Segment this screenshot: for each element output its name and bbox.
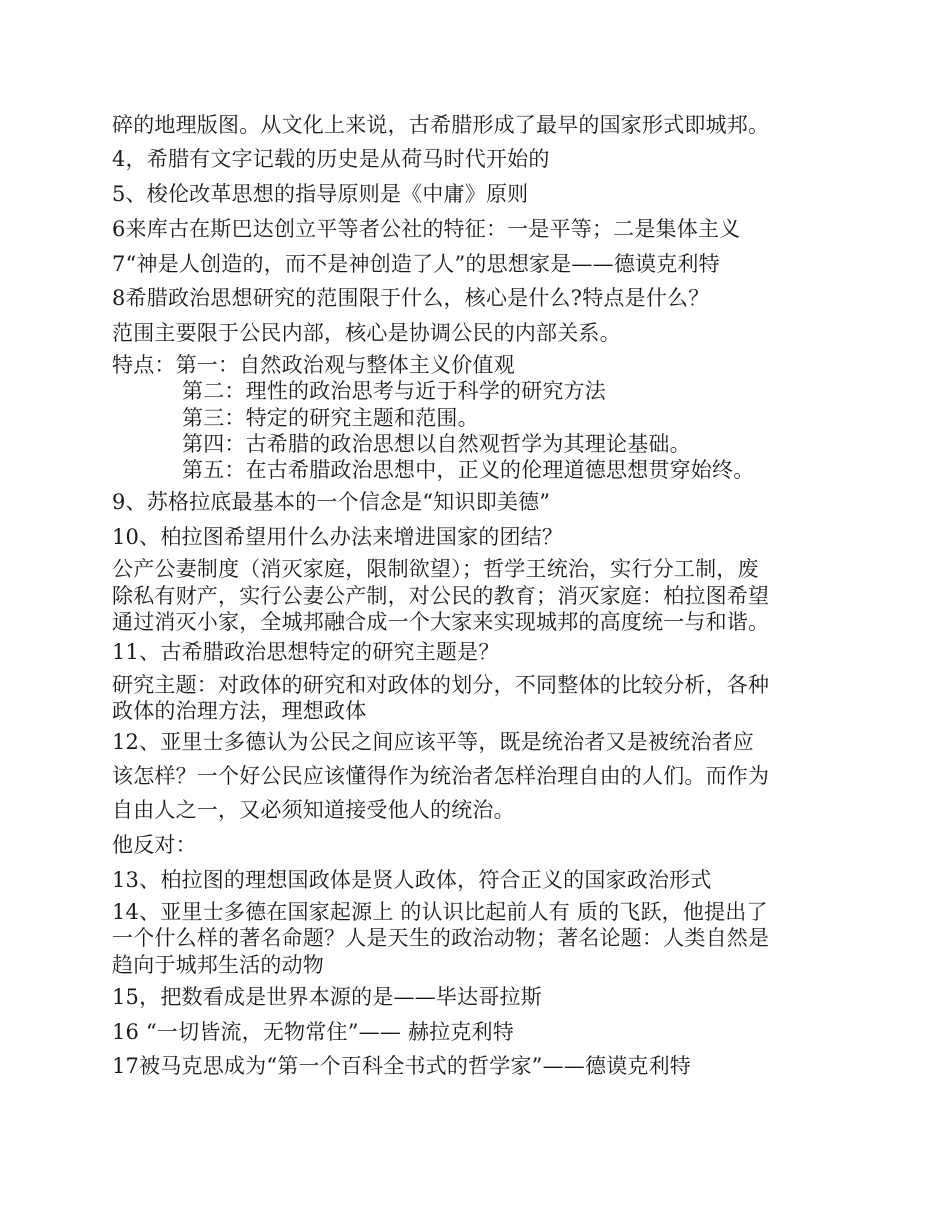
text-line: 11、古希腊政治思想特定的研究主题是？ <box>112 640 500 664</box>
text-line: 8希腊政治思想研究的范围限于什么，核心是什么?特点是什么？ <box>112 286 710 310</box>
text-line: 6来库古在斯巴达创立平等者公社的特征：一是平等；二是集体主义 <box>112 217 741 241</box>
text-line: 自由人之一，又必须知道接受他人的统治。 <box>112 798 515 822</box>
text-line: 一个什么样的著名命题？人是天生的政治动物；著名论题：人类自然是 <box>112 926 770 950</box>
text-line: 10、柏拉图希望用什么办法来增进国家的团结？ <box>112 525 564 549</box>
text-line: 9、苏格拉底最基本的一个信念是“知识即美德” <box>112 490 551 514</box>
text-line: 7“神是人创造的，而不是神创造了人”的思想家是——德谟克利特 <box>112 252 720 276</box>
text-line: 该怎样？一个好公民应该懂得作为统治者怎样治理自由的人们。而作为 <box>112 764 770 788</box>
text-line: 第五：在古希腊政治思想中，正义的伦理道德思想贯穿始终。 <box>182 458 755 482</box>
text-line: 14、亚里士多德在国家起源上 的认识比起前人有 质的飞跃，他提出了 <box>112 900 768 924</box>
text-line: 5、梭伦改革思想的指导原则是《中庸》原则 <box>112 182 529 206</box>
text-line: 17被马克思成为“第一个百科全书式的哲学家”——德谟克利特 <box>112 1054 691 1078</box>
text-line: 趋向于城邦生活的动物 <box>112 953 324 977</box>
text-line: 通过消灭小家，全城邦融合成一个大家来实现城邦的高度统一与和谐。 <box>112 610 770 634</box>
text-line: 除私有财产，实行公妻公产制，对公民的教育；消灭家庭：柏拉图希望 <box>112 584 770 608</box>
text-line: 15，把数看成是世界本源的是——毕达哥拉斯 <box>112 985 542 1009</box>
text-line: 第四：古希腊的政治思想以自然观哲学为其理论基础。 <box>182 432 691 456</box>
text-line: 13、柏拉图的理想国政体是贤人政体，符合正义的国家政治形式 <box>112 868 712 892</box>
text-line: 第二：理性的政治思考与近于科学的研究方法 <box>182 379 606 403</box>
text-line: 4，希腊有文字记载的历史是从荷马时代开始的 <box>112 147 550 171</box>
text-line: 特点：第一：自然政治观与整体主义价值观 <box>112 353 515 377</box>
text-line: 12、亚里士多德认为公民之间应该平等，既是统治者又是被统治者应 <box>112 730 754 754</box>
text-line: 16 “一切皆流，无物常住”—— 赫拉克利特 <box>112 1020 514 1044</box>
text-line: 他反对： <box>112 833 197 857</box>
text-line: 范围主要限于公民内部，核心是协调公民的内部关系。 <box>112 321 621 345</box>
text-line: 研究主题：对政体的研究和对政体的划分，不同整体的比较分析，各种 <box>112 673 770 697</box>
text-line: 公产公妻制度（消灭家庭，限制欲望）；哲学王统治，实行分工制，废 <box>112 557 759 581</box>
text-line: 碎的地理版图。从文化上来说，古希腊形成了最早的国家形式即城邦。 <box>112 113 770 137</box>
text-line: 政体的治理方法，理想政体 <box>112 699 367 723</box>
text-line: 第三：特定的研究主题和范围。 <box>182 406 479 430</box>
